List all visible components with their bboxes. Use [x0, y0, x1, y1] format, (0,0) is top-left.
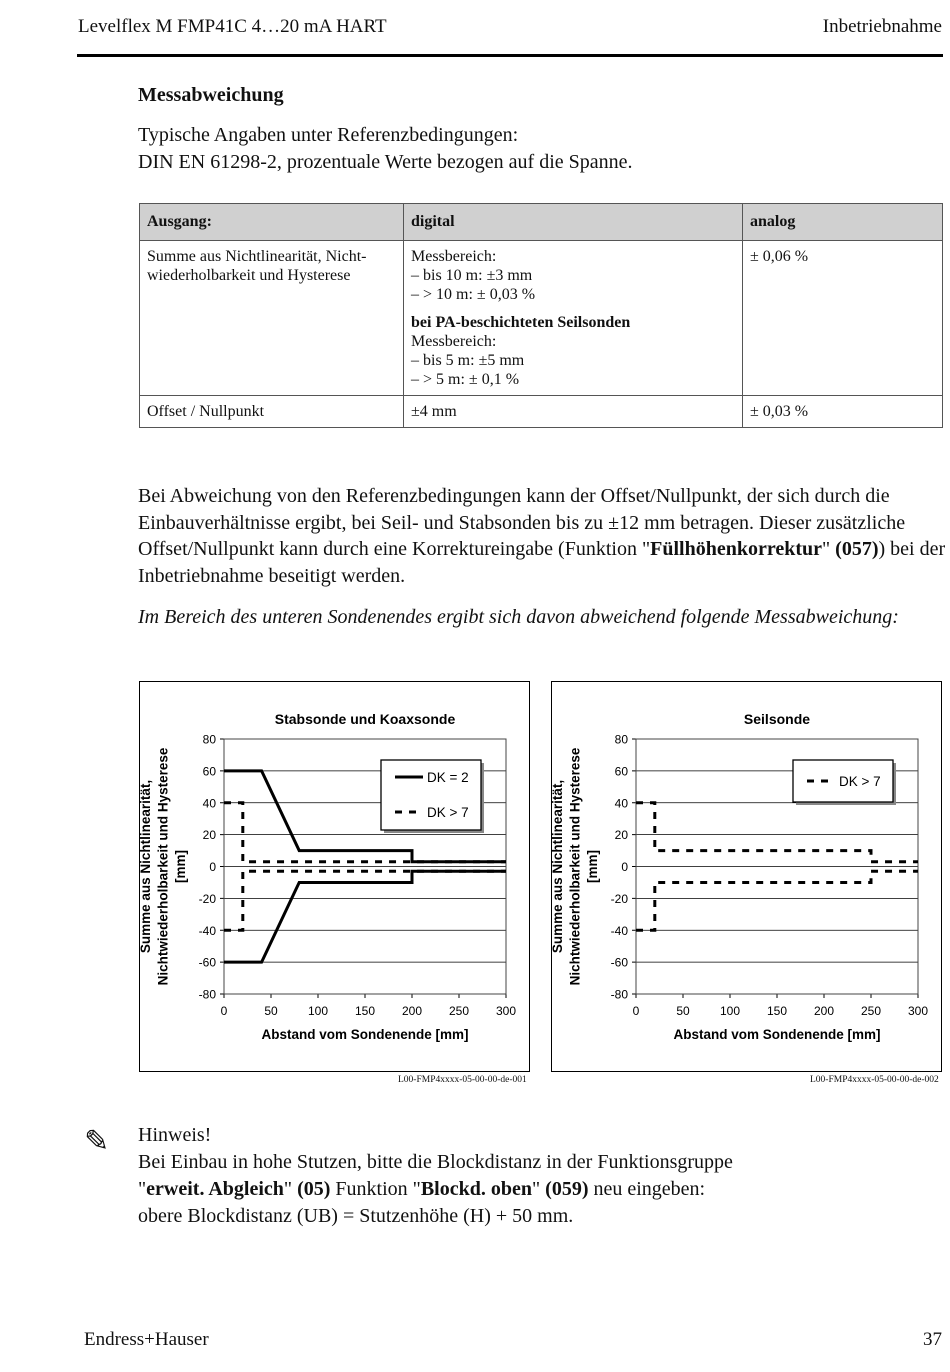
series-line-lower	[636, 871, 918, 930]
y-tick-label: 60	[614, 764, 628, 779]
y-tick-label: 20	[614, 828, 628, 843]
y-axis-label-line: [mm]	[585, 850, 600, 883]
table-row	[140, 396, 943, 428]
pa-item: – bis 5 m: ±5 mm	[411, 352, 525, 369]
chart-svg	[552, 682, 941, 1071]
series-line-upper	[636, 803, 918, 862]
x-tick-label: 250	[448, 1004, 470, 1018]
pa-item: – > 5 m: ± 0,1 %	[411, 371, 520, 388]
y-axis-label-line: Summe aus Nichtlinearität,	[550, 779, 565, 954]
header-rule	[77, 54, 943, 57]
hint-function-code: (059)	[545, 1178, 589, 1200]
header-section: Inbetriebnahme	[822, 16, 942, 37]
x-tick-label: 300	[495, 1004, 517, 1018]
para-function-code: (057)	[835, 538, 879, 560]
pa-subheading: bei PA-beschichteten Seilsonden	[411, 314, 631, 331]
legend-label: DK = 2	[427, 770, 469, 785]
chart-stabsonde	[139, 681, 530, 1072]
x-tick-label: 150	[766, 1004, 788, 1018]
table-row	[140, 241, 943, 396]
chart-svg	[140, 682, 529, 1071]
header-title: Levelflex M FMP41C 4…20 mA HART	[78, 16, 387, 37]
pa-range-title: Messbereich:	[411, 333, 497, 350]
pencil-icon: ✎	[84, 1124, 110, 1159]
y-axis-label	[138, 747, 188, 985]
hint-group-name: erweit. Abgleich	[146, 1178, 284, 1200]
hint-text: "	[283, 1178, 298, 1200]
table-cell-analog: ± 0,06 %	[743, 241, 943, 396]
chart-source-label: L00-FMP4xxxx-05-00-00-de-001	[398, 1075, 527, 1085]
y-tick-label: -20	[610, 891, 628, 906]
digital-item: – bis 10 m: ±3 mm	[411, 267, 533, 284]
chart-title: Stabsonde und Koaxsonde	[274, 711, 456, 727]
section-heading: Messabweichung	[138, 84, 284, 106]
table-cell-digital: ±4 mm	[404, 396, 743, 428]
x-tick-label: 100	[307, 1004, 329, 1018]
hint-line-1: Bei Einbau in hohe Stutzen, bitte die Blockdistanz in der Funktionsgruppe	[138, 1151, 733, 1173]
intro-line-1: Typische Angaben unter Referenzbedingungen:	[138, 124, 519, 146]
table-cell-digital	[404, 241, 743, 396]
x-tick-label: 300	[907, 1004, 929, 1018]
y-tick-label: -80	[610, 987, 628, 1002]
x-tick-label: 200	[401, 1004, 423, 1018]
para-text: Bei Abweichung von den Referenzbedingungen kann der Offset/Nullpunkt, der sich durch die Einbauverhältnisse ergibt, bei Seil- und Stabsonden bis zu ±12 mm betragen. Dieser zusätzliche Offset/Nullpunkt kann durch eine Korrektureingabe (Funktion "	[138, 485, 906, 560]
footer-company: Endress+Hauser	[84, 1329, 209, 1350]
hint-block	[138, 1122, 733, 1230]
page-number: 37	[923, 1329, 942, 1350]
y-axis-label-line: Nichtwiederholbarkeit und Hysterese	[155, 747, 171, 986]
y-axis-label-line: Summe aus Nichtlinearität,	[138, 779, 153, 954]
table-header-row	[140, 204, 943, 241]
hint-group-code: (05)	[297, 1178, 331, 1200]
intro-text	[138, 122, 633, 176]
table-cell-label: Offset / Nullpunkt	[140, 396, 404, 428]
x-tick-label: 250	[860, 1004, 882, 1018]
hint-function-name: Blockd. oben	[420, 1178, 532, 1200]
spec-table	[139, 203, 943, 428]
legend-label: DK > 7	[839, 774, 881, 789]
hint-text: Funktion "	[330, 1178, 421, 1200]
y-tick-label: 0	[209, 860, 216, 874]
x-tick-label: 200	[813, 1004, 835, 1018]
x-tick-label: 50	[264, 1004, 278, 1018]
x-tick-label: 150	[354, 1004, 376, 1018]
body-paragraph	[138, 483, 948, 589]
x-axis-label: Abstand vom Sondenende [mm]	[261, 1027, 469, 1042]
hint-title: Hinweis!	[138, 1124, 212, 1146]
x-axis-label: Abstand vom Sondenende [mm]	[673, 1027, 881, 1042]
hint-text: "	[531, 1178, 546, 1200]
y-tick-label: 80	[614, 732, 628, 747]
row1-label-line1: Summe aus Nichtlinearität, Nicht-	[147, 248, 367, 265]
y-tick-label: -80	[198, 987, 216, 1002]
x-tick-label: 0	[632, 1004, 640, 1018]
x-tick-label: 100	[719, 1004, 741, 1018]
hint-text: neu eingeben:	[588, 1178, 706, 1200]
para-text-end: ) bei der Inbetriebnahme beseitigt werden.	[138, 538, 946, 587]
y-tick-label: -40	[610, 923, 628, 938]
y-tick-label: 20	[202, 828, 216, 843]
x-tick-label: 50	[676, 1004, 690, 1018]
digital-item: – > 10 m: ± 0,03 %	[411, 286, 536, 303]
table-cell-label	[140, 241, 404, 396]
y-tick-label: -60	[610, 955, 628, 970]
italic-note: Im Bereich des unteren Sondenendes ergibt sich davon abweichend folgende Messabweichung:	[138, 606, 899, 628]
hint-text: "	[138, 1178, 147, 1200]
series-line-lower	[224, 871, 506, 930]
x-tick-label: 0	[220, 1004, 228, 1018]
chart-source-label: L00-FMP4xxxx-05-00-00-de-002	[810, 1075, 939, 1085]
row1-label-line2: wiederholbarkeit und Hysterese	[147, 267, 351, 284]
chart-title: Seilsonde	[743, 711, 811, 727]
table-cell-analog: ± 0,03 %	[743, 396, 943, 428]
hint-line-3: obere Blockdistanz (UB) = Stutzenhöhe (H) + 50 mm.	[138, 1205, 574, 1227]
y-tick-label: 80	[202, 732, 216, 747]
legend-label: DK > 7	[427, 805, 469, 820]
y-tick-label: 40	[614, 796, 628, 811]
y-tick-label: -40	[198, 923, 216, 938]
y-axis-label	[550, 747, 600, 985]
y-tick-label: 60	[202, 764, 216, 779]
y-tick-label: -20	[198, 891, 216, 906]
y-tick-label: 40	[202, 796, 216, 811]
hint-line-2	[138, 1176, 733, 1203]
y-tick-label: -60	[198, 955, 216, 970]
table-header-analog: analog	[743, 204, 943, 241]
y-axis-label-line: [mm]	[173, 850, 188, 883]
table-header-digital: digital	[404, 204, 743, 241]
para-text-mid: "	[822, 538, 836, 560]
intro-line-2: DIN EN 61298-2, prozentuale Werte bezogen auf die Spanne.	[138, 151, 633, 173]
para-function-name: Füllhöhenkorrektur	[650, 538, 822, 560]
table-header-output: Ausgang:	[140, 204, 404, 241]
chart-seilsonde	[551, 681, 942, 1072]
y-tick-label: 0	[621, 860, 628, 874]
y-axis-label-line: Nichtwiederholbarkeit und Hysterese	[567, 747, 583, 986]
series-line-lower	[224, 871, 506, 962]
digital-range-title: Messbereich:	[411, 248, 497, 265]
